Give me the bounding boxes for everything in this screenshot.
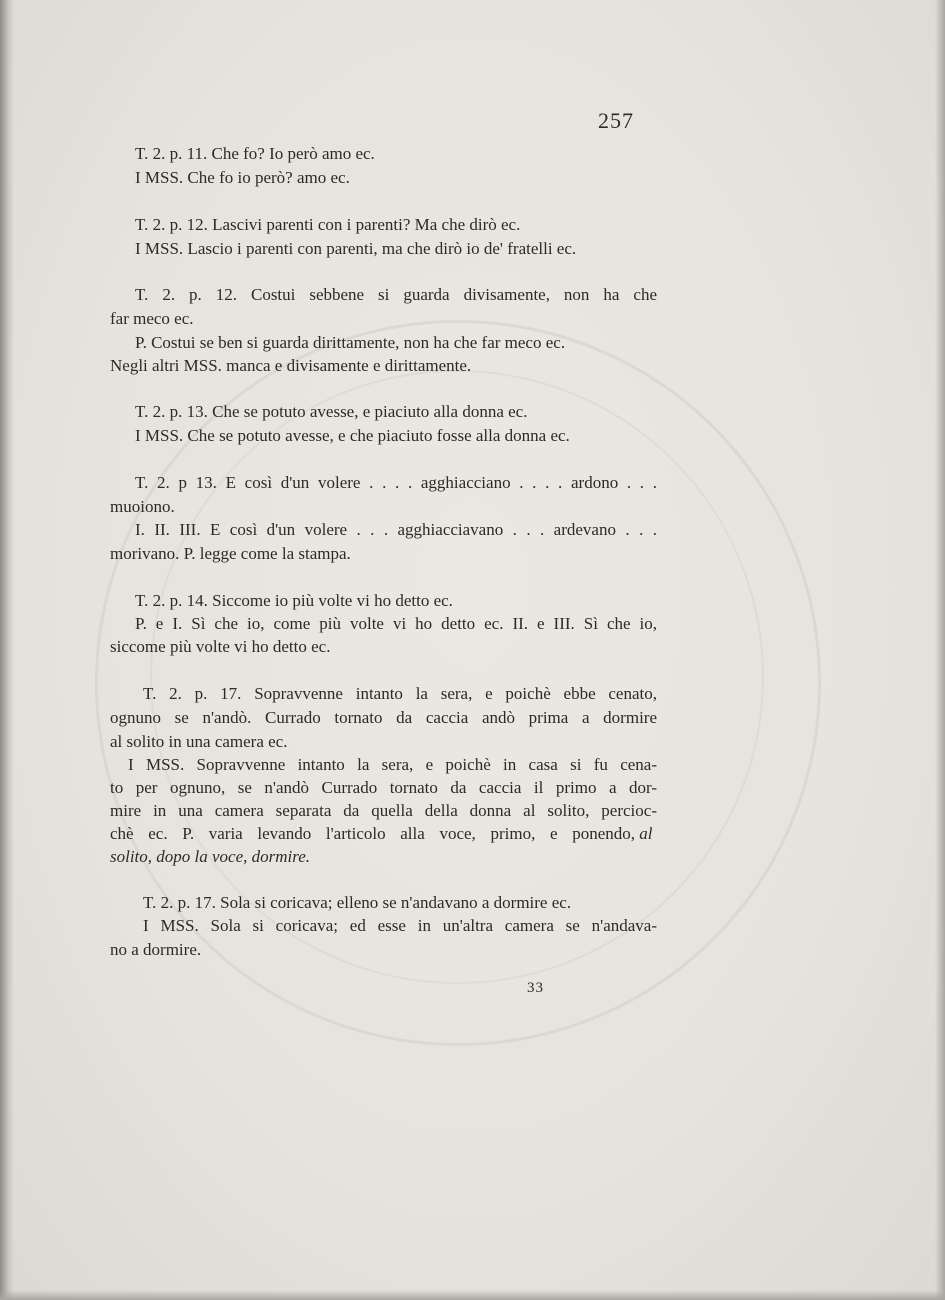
page-number: 257 (598, 108, 634, 133)
text-line: T. 2. p. 17. Sopravvenne intanto la sera, e poichè ebbe cenato, (143, 684, 657, 703)
text-line: T. 2. p. 12. Lascivi parenti con i parenti? Ma che dirò ec. (135, 215, 521, 234)
text-line: I MSS. Che fo io però? amo ec. (135, 168, 350, 187)
text-line: morivano. P. legge come la stampa. (110, 544, 351, 563)
text-line: T. 2. p. 13. Che se potuto avesse, e piaciuto alla donna ec. (135, 402, 528, 421)
text-line: to per ognuno, se n'andò Currado tornato da caccia il primo a dor- (110, 778, 657, 797)
text-line: I MSS. Che se potuto avesse, e che piaciuto fosse alla donna ec. (135, 426, 570, 445)
text-line: mire in una camera separata da quella della donna al solito, percioc- (110, 801, 657, 820)
text-line: T. 2. p. 11. Che fo? Io però amo ec. (135, 144, 375, 163)
text-line: P. Costui se ben si guarda dirittamente, non ha che far meco ec. (135, 333, 566, 352)
text-line: I MSS. Sopravvenne intanto la sera, e poichè in casa si fu cena- (128, 755, 657, 774)
signature-number: 33 (527, 980, 544, 996)
text-line: Negli altri MSS. manca e divisamente e dirittamente. (110, 356, 472, 375)
italic-word: al (639, 824, 653, 843)
page-edge-right (935, 0, 945, 1300)
text-line: no a dormire. (110, 940, 202, 959)
text-line: I MSS. Lascio i parenti con parenti, ma che dirò io de' fratelli ec. (135, 239, 577, 258)
text-line: solito, dopo la voce, dormire. (110, 847, 311, 866)
text-line: muoiono. (110, 497, 175, 516)
text-line: T. 2. p. 17. Sola si coricava; elleno se n'andavano a dormire ec. (143, 893, 572, 912)
page-edge-bottom (0, 1290, 945, 1300)
text-line: chè ec. P. varia levando l'articolo alla voce, primo, e ponendo, (110, 824, 635, 843)
text-line: far meco ec. (110, 309, 194, 328)
text-line: al solito in una camera ec. (110, 732, 288, 751)
text-line: I MSS. Sola si coricava; ed esse in un'altra camera se n'andava- (143, 916, 657, 935)
text-line: P. e I. Sì che io, come più volte vi ho detto ec. II. e III. Sì che io, (135, 614, 657, 633)
text-line-with-italic (110, 823, 657, 845)
text-line: I. II. III. E così d'un volere . . . agghiacciavano . . . ardevano . . . (135, 520, 657, 539)
text-line: T. 2. p. 14. Siccome io più volte vi ho detto ec. (135, 591, 453, 610)
text-line: siccome più volte vi ho detto ec. (110, 637, 331, 656)
text-line: T. 2. p. 12. Costui sebbene si guarda divisamente, non ha che (135, 285, 657, 304)
page-edge-left (0, 0, 14, 1300)
text-line: ognuno se n'andò. Currado tornato da caccia andò prima a dormire (110, 708, 657, 727)
text-line: T. 2. p 13. E così d'un volere . . . . agghiacciano . . . . ardono . . . (135, 473, 657, 492)
